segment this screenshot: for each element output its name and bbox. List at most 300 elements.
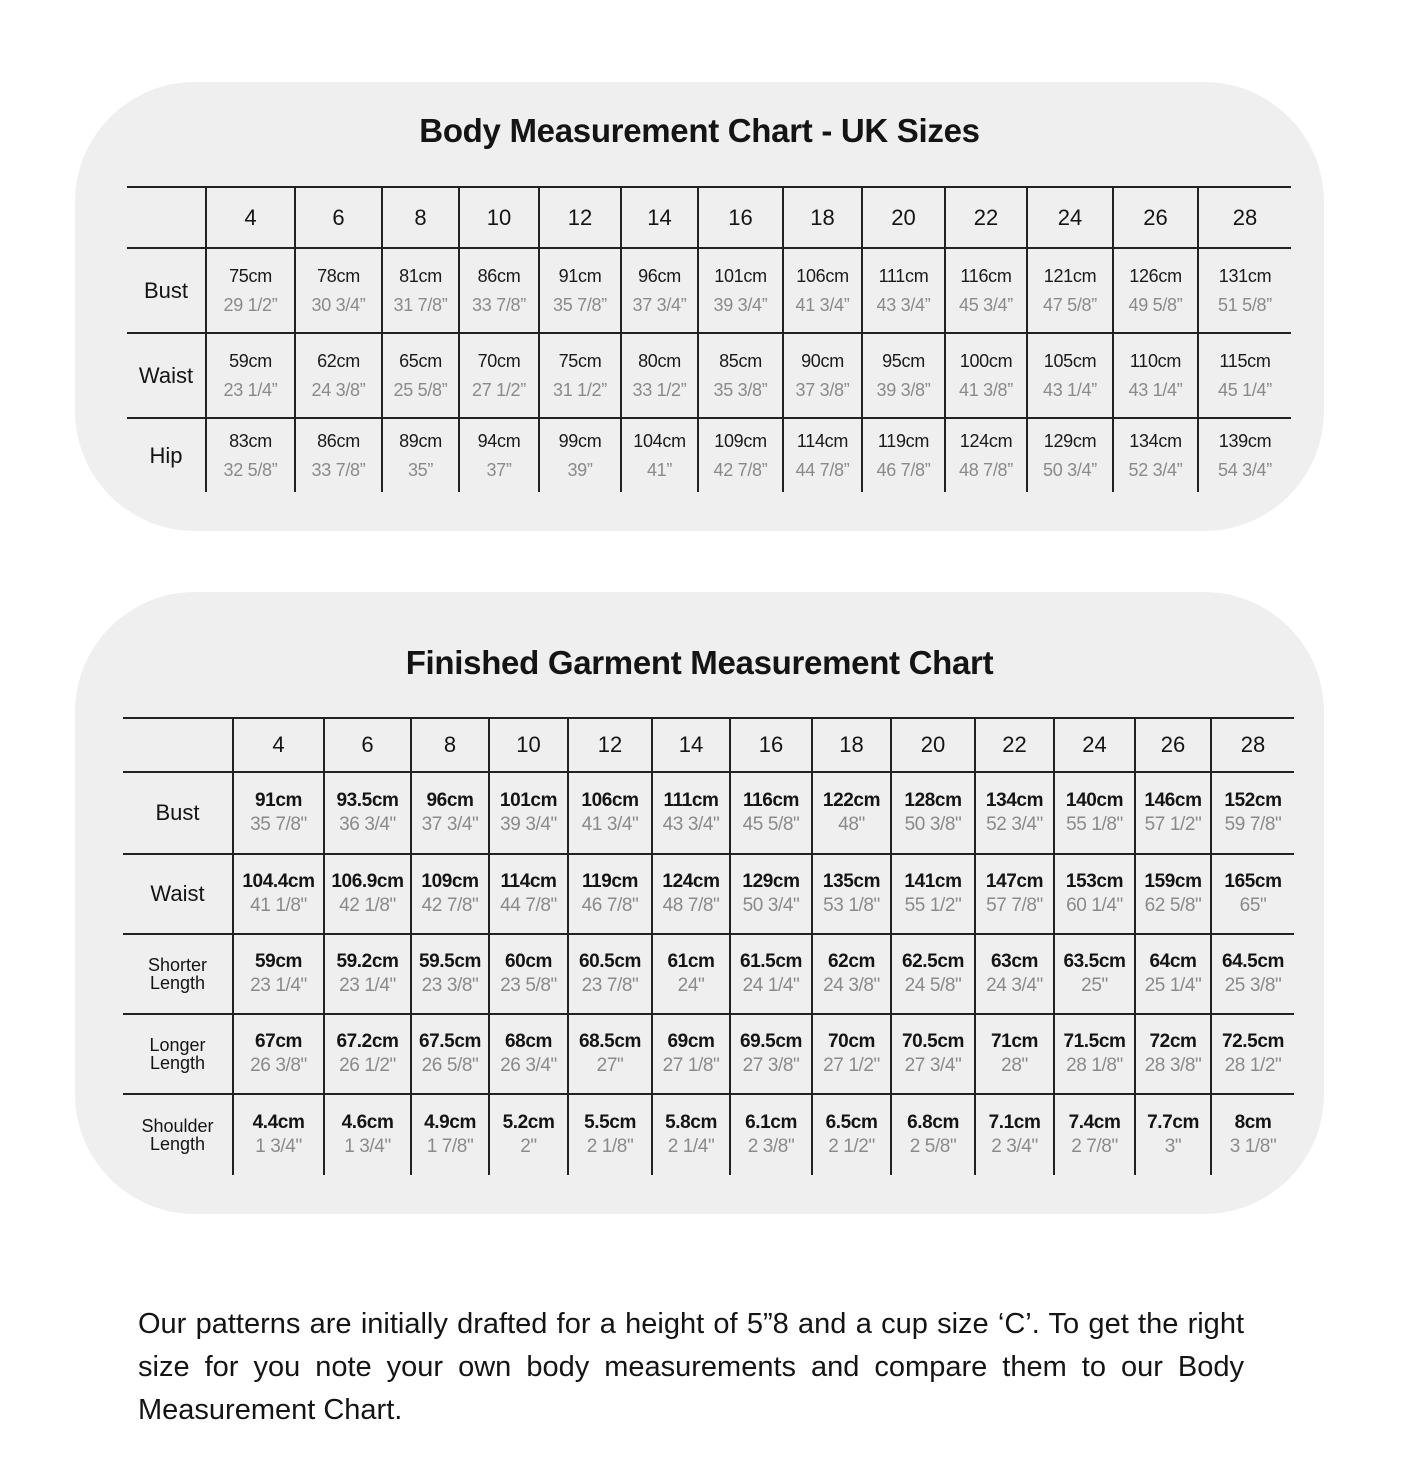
- inch-value: 24 3/8”: [311, 379, 366, 400]
- measurement-cell: [489, 934, 568, 1014]
- measurement-cell: [975, 1094, 1054, 1175]
- inch-value: 2 1/2": [828, 1136, 875, 1157]
- measurement-cell: [324, 1094, 411, 1175]
- corner-cell: [127, 187, 206, 248]
- inch-value: 29 1/2”: [223, 294, 278, 315]
- cm-value: 8cm: [1234, 1112, 1272, 1134]
- cm-value: 62cm: [317, 351, 360, 371]
- inch-value: 24 3/4": [986, 975, 1043, 996]
- cm-value: 59.2cm: [336, 951, 399, 973]
- measurement-cell: [1211, 934, 1294, 1014]
- cm-value: 135cm: [822, 871, 881, 893]
- row-label: Hip: [127, 418, 206, 492]
- inch-value: 23 1/4”: [223, 379, 278, 400]
- measurement-cell: [233, 1014, 324, 1094]
- inch-value: 39 3/4": [500, 814, 557, 835]
- inch-value: 50 3/4”: [1043, 459, 1097, 480]
- measurement-cell: [945, 333, 1027, 418]
- cm-value: 153cm: [1065, 871, 1124, 893]
- measurement-cell: [568, 1094, 652, 1175]
- inch-value: 42 7/8": [421, 895, 479, 916]
- inch-value: 23 1/4": [339, 975, 396, 996]
- cm-value: 60cm: [505, 951, 552, 973]
- measurement-cell: [295, 418, 382, 492]
- inch-value: 25 3/8": [1224, 975, 1282, 996]
- inch-value: 54 3/4”: [1218, 459, 1272, 480]
- inch-value: 35 7/8": [250, 814, 307, 835]
- inch-value: 2 1/4": [667, 1136, 715, 1157]
- inch-value: 27 3/4": [904, 1055, 962, 1076]
- size-header: 16: [698, 187, 783, 248]
- cm-value: 93.5cm: [336, 790, 399, 812]
- cm-value: 67cm: [255, 1031, 302, 1053]
- cm-value: 109cm: [421, 871, 479, 893]
- row-label: Waist: [127, 333, 206, 418]
- inch-value: 2 7/8": [1071, 1136, 1118, 1157]
- inch-value: 2 3/4": [991, 1136, 1038, 1157]
- measurement-cell: [382, 248, 459, 333]
- inch-value: 45 1/4”: [1218, 379, 1272, 400]
- size-header: 14: [621, 187, 698, 248]
- measurement-cell: [459, 418, 539, 492]
- measurement-cell: [812, 1014, 891, 1094]
- cm-value: 95cm: [882, 351, 925, 371]
- measurement-cell: [489, 1014, 568, 1094]
- size-header: 22: [975, 718, 1054, 772]
- measurement-cell: [891, 1014, 975, 1094]
- cm-value: 62.5cm: [901, 951, 965, 973]
- inch-value: 50 3/8": [904, 814, 962, 835]
- inch-value: 43 3/4": [662, 814, 720, 835]
- measurement-cell: [233, 854, 324, 934]
- inch-value: 42 1/8": [339, 895, 396, 916]
- measurement-cell: [1198, 333, 1291, 418]
- cm-value: 90cm: [801, 351, 844, 371]
- cm-value: 83cm: [229, 431, 272, 451]
- inch-value: 26 3/4": [500, 1055, 557, 1076]
- measurement-cell: [568, 854, 652, 934]
- table-row: [123, 1094, 1294, 1175]
- inch-value: 33 7/8”: [472, 294, 526, 315]
- measurement-cell: [862, 418, 945, 492]
- measurement-cell: [652, 772, 730, 854]
- cm-value: 75cm: [558, 351, 602, 371]
- inch-value: 43 1/4”: [1128, 379, 1183, 400]
- inch-value: 39 3/8”: [876, 379, 931, 400]
- measurement-cell: [1113, 418, 1198, 492]
- measurement-cell: [891, 1094, 975, 1175]
- cm-value: 63.5cm: [1063, 951, 1126, 973]
- inch-value: 62 5/8": [1144, 895, 1202, 916]
- cm-value: 69cm: [667, 1031, 715, 1053]
- measurement-cell: [945, 248, 1027, 333]
- measurement-cell: [295, 333, 382, 418]
- cm-value: 7.1cm: [988, 1112, 1041, 1134]
- inch-value: 39 3/4”: [713, 294, 768, 315]
- measurement-cell: [233, 1094, 324, 1175]
- inch-value: 1 3/4": [255, 1136, 302, 1157]
- cm-value: 99cm: [558, 431, 602, 451]
- inch-value: 52 3/4”: [1128, 459, 1183, 480]
- inch-value: 26 3/8": [250, 1055, 307, 1076]
- size-header: 16: [730, 718, 812, 772]
- size-header: 4: [206, 187, 295, 248]
- cm-value: 129cm: [1043, 431, 1097, 451]
- inch-value: 37”: [486, 459, 512, 480]
- cm-value: 128cm: [904, 790, 962, 812]
- cm-value: 86cm: [317, 431, 360, 451]
- measurement-cell: [324, 1014, 411, 1094]
- cm-value: 62cm: [828, 951, 875, 973]
- measurement-cell: [489, 772, 568, 854]
- size-header: 20: [862, 187, 945, 248]
- size-header-row: [127, 187, 1291, 248]
- measurement-cell: [891, 934, 975, 1014]
- table-row: [123, 934, 1294, 1014]
- measurement-cell: [206, 418, 295, 492]
- measurement-cell: [1135, 1094, 1211, 1175]
- inch-value: 25": [1081, 975, 1108, 996]
- measurement-cell: [783, 418, 862, 492]
- inch-value: 39”: [567, 459, 593, 480]
- cm-value: 146cm: [1144, 790, 1202, 812]
- cm-value: 6.5cm: [825, 1112, 878, 1134]
- table-row: [123, 854, 1294, 934]
- inch-value: 45 3/4”: [959, 294, 1013, 315]
- inch-value: 57 1/2": [1144, 814, 1202, 835]
- cm-value: 78cm: [317, 266, 360, 286]
- inch-value: 36 3/4": [339, 814, 396, 835]
- inch-value: 23 7/8": [581, 975, 639, 996]
- cm-value: 64cm: [1149, 951, 1197, 973]
- measurement-cell: [411, 854, 489, 934]
- cm-value: 85cm: [719, 351, 762, 371]
- row-label: Shorter Length: [123, 934, 233, 1014]
- measurement-cell: [1054, 1014, 1135, 1094]
- cm-value: 63cm: [991, 951, 1038, 973]
- cm-value: 114cm: [500, 871, 557, 893]
- cm-value: 106.9cm: [331, 871, 404, 893]
- inch-value: 23 5/8": [500, 975, 557, 996]
- inch-value: 24": [677, 975, 705, 996]
- inch-value: 24 1/4": [742, 975, 800, 996]
- measurement-cell: [652, 1094, 730, 1175]
- cm-value: 72cm: [1149, 1031, 1197, 1053]
- cm-value: 71cm: [991, 1031, 1038, 1053]
- cm-value: 109cm: [714, 431, 767, 451]
- size-header: 8: [382, 187, 459, 248]
- inch-value: 52 3/4": [986, 814, 1043, 835]
- cm-value: 101cm: [499, 790, 558, 812]
- cm-value: 71.5cm: [1063, 1031, 1126, 1053]
- measurement-cell: [862, 248, 945, 333]
- cm-value: 119cm: [581, 871, 639, 893]
- measurement-cell: [1135, 934, 1211, 1014]
- size-header: 14: [652, 718, 730, 772]
- measurement-cell: [812, 772, 891, 854]
- measurement-cell: [324, 934, 411, 1014]
- cm-value: 100cm: [959, 351, 1013, 371]
- measurement-cell: [568, 1014, 652, 1094]
- cm-value: 7.7cm: [1147, 1112, 1199, 1134]
- inch-value: 32 5/8”: [223, 459, 278, 480]
- inch-value: 27": [596, 1055, 624, 1076]
- measurement-cell: [568, 934, 652, 1014]
- measurement-cell: [459, 333, 539, 418]
- cm-value: 110cm: [1129, 351, 1182, 371]
- measurement-cell: [730, 772, 812, 854]
- measurement-cell: [783, 333, 862, 418]
- cm-value: 114cm: [796, 431, 849, 451]
- measurement-cell: [652, 934, 730, 1014]
- measurement-cell: [568, 772, 652, 854]
- cm-value: 7.4cm: [1068, 1112, 1121, 1134]
- cm-value: 140cm: [1065, 790, 1124, 812]
- cm-value: 96cm: [426, 790, 474, 812]
- cm-value: 70cm: [477, 351, 521, 371]
- measurement-cell: [459, 248, 539, 333]
- inch-value: 28 1/8": [1066, 1055, 1123, 1076]
- measurement-cell: [324, 854, 411, 934]
- size-header: 10: [459, 187, 539, 248]
- measurement-cell: [730, 1094, 812, 1175]
- row-label: Waist: [123, 854, 233, 934]
- cm-value: 122cm: [822, 790, 881, 812]
- inch-value: 37 3/8”: [795, 379, 850, 400]
- size-header: 10: [489, 718, 568, 772]
- measurement-cell: [382, 418, 459, 492]
- measurement-cell: [1198, 418, 1291, 492]
- cm-value: 165cm: [1224, 871, 1282, 893]
- table-row: [127, 333, 1291, 418]
- table-row: [123, 772, 1294, 854]
- inch-value: 44 7/8”: [795, 459, 850, 480]
- inch-value: 1 7/8": [426, 1136, 474, 1157]
- inch-value: 51 5/8”: [1218, 294, 1272, 315]
- inch-value: 48 7/8”: [959, 459, 1013, 480]
- measurement-cell: [1135, 1014, 1211, 1094]
- inch-value: 41 1/8": [250, 895, 307, 916]
- inch-value: 50 3/4": [742, 895, 800, 916]
- measurement-cell: [324, 772, 411, 854]
- size-header: 28: [1211, 718, 1294, 772]
- inch-value: 48 7/8": [662, 895, 720, 916]
- cm-value: 106cm: [796, 266, 849, 286]
- inch-value: 3 1/8": [1229, 1136, 1277, 1157]
- inch-value: 41 3/4”: [795, 294, 850, 315]
- cm-value: 111cm: [878, 266, 929, 286]
- inch-value: 53 1/8": [823, 895, 880, 916]
- cm-value: 152cm: [1224, 790, 1282, 812]
- table-row: [127, 418, 1291, 492]
- cm-value: 101cm: [714, 266, 767, 286]
- garment-measurement-panel: [75, 592, 1324, 1214]
- inch-value: 37 3/4": [421, 814, 479, 835]
- cm-value: 116cm: [960, 266, 1012, 286]
- inch-value: 23 3/8": [421, 975, 479, 996]
- cm-value: 68cm: [505, 1031, 552, 1053]
- cm-value: 5.2cm: [502, 1112, 555, 1134]
- inch-value: 35 3/8”: [713, 379, 768, 400]
- cm-value: 129cm: [742, 871, 800, 893]
- inch-value: 41 3/8”: [959, 379, 1013, 400]
- inch-value: 43 3/4”: [876, 294, 931, 315]
- measurement-cell: [489, 854, 568, 934]
- inch-value: 46 7/8": [581, 895, 639, 916]
- size-header: 8: [411, 718, 489, 772]
- inch-value: 33 1/2”: [632, 379, 687, 400]
- measurement-cell: [891, 772, 975, 854]
- inch-value: 30 3/4”: [311, 294, 366, 315]
- cm-value: 68.5cm: [578, 1031, 642, 1053]
- cm-value: 4.4cm: [252, 1112, 305, 1134]
- inch-value: 27 1/2”: [472, 379, 526, 400]
- inch-value: 46 7/8”: [876, 459, 931, 480]
- cm-value: 159cm: [1144, 871, 1202, 893]
- measurement-cell: [1054, 934, 1135, 1014]
- inch-value: 55 1/2": [904, 895, 962, 916]
- row-label: Shoulder Length: [123, 1094, 233, 1175]
- inch-value: 2 1/8": [586, 1136, 634, 1157]
- measurement-cell: [539, 418, 621, 492]
- inch-value: 26 1/2": [339, 1055, 396, 1076]
- measurement-cell: [1135, 854, 1211, 934]
- measurement-cell: [975, 854, 1054, 934]
- inch-value: 2": [520, 1136, 537, 1157]
- inch-value: 45 5/8": [742, 814, 800, 835]
- cm-value: 67.5cm: [418, 1031, 482, 1053]
- inch-value: 23 1/4": [250, 975, 307, 996]
- measurement-cell: [783, 248, 862, 333]
- cm-value: 131cm: [1218, 266, 1272, 286]
- cm-value: 4.9cm: [424, 1112, 476, 1134]
- measurement-cell: [621, 418, 698, 492]
- measurement-cell: [730, 854, 812, 934]
- cm-value: 75cm: [229, 266, 272, 286]
- table-row: [123, 1014, 1294, 1094]
- measurement-cell: [1027, 333, 1113, 418]
- cm-value: 61cm: [667, 951, 715, 973]
- measurement-cell: [411, 934, 489, 1014]
- body-chart-title: Body Measurement Chart - UK Sizes: [419, 112, 980, 149]
- cm-value: 147cm: [985, 871, 1044, 893]
- measurement-cell: [1211, 1094, 1294, 1175]
- size-header: 24: [1054, 718, 1135, 772]
- cm-value: 89cm: [399, 431, 442, 451]
- measurement-cell: [233, 934, 324, 1014]
- inch-value: 2 3/8": [747, 1136, 795, 1157]
- inch-value: 24 3/8": [823, 975, 880, 996]
- measurement-cell: [411, 772, 489, 854]
- inch-value: 26 5/8": [421, 1055, 479, 1076]
- inch-value: 27 1/8": [662, 1055, 720, 1076]
- inch-value: 43 1/4”: [1043, 379, 1097, 400]
- cm-value: 61.5cm: [739, 951, 803, 973]
- inch-value: 28 3/8": [1144, 1055, 1202, 1076]
- measurement-cell: [975, 1014, 1054, 1094]
- measurement-cell: [652, 854, 730, 934]
- measurement-cell: [698, 418, 783, 492]
- inch-value: 31 7/8”: [393, 294, 448, 315]
- inch-value: 2 5/8": [909, 1136, 957, 1157]
- inch-value: 65": [1239, 895, 1267, 916]
- measurement-cell: [539, 248, 621, 333]
- cm-value: 124cm: [662, 871, 720, 893]
- measurement-cell: [206, 248, 295, 333]
- measurement-cell: [1113, 248, 1198, 333]
- cm-value: 106cm: [581, 790, 639, 812]
- measurement-cell: [812, 854, 891, 934]
- inch-value: 28 1/2": [1224, 1055, 1282, 1076]
- cm-value: 64.5cm: [1221, 951, 1285, 973]
- cm-value: 134cm: [985, 790, 1044, 812]
- size-header: 28: [1198, 187, 1291, 248]
- inch-value: 55 1/8": [1066, 814, 1123, 835]
- row-label: Bust: [127, 248, 206, 333]
- cm-value: 72.5cm: [1221, 1031, 1285, 1053]
- measurement-cell: [1135, 772, 1211, 854]
- cm-value: 5.5cm: [584, 1112, 636, 1134]
- inch-value: 57 7/8": [986, 895, 1043, 916]
- cm-value: 116cm: [742, 790, 800, 812]
- cm-value: 67.2cm: [336, 1031, 399, 1053]
- inch-value: 49 5/8”: [1128, 294, 1183, 315]
- cm-value: 86cm: [477, 266, 521, 286]
- cm-value: 70.5cm: [901, 1031, 965, 1053]
- inch-value: 33 7/8”: [311, 459, 366, 480]
- measurement-cell: [975, 934, 1054, 1014]
- measurement-cell: [730, 1014, 812, 1094]
- inch-value: 48": [838, 814, 865, 835]
- inch-value: 44 7/8": [500, 895, 557, 916]
- inch-value: 41”: [646, 459, 673, 480]
- cm-value: 69.5cm: [739, 1031, 803, 1053]
- cm-value: 4.6cm: [341, 1112, 394, 1134]
- cm-value: 81cm: [399, 266, 442, 286]
- measurement-cell: [945, 418, 1027, 492]
- size-header: 12: [539, 187, 621, 248]
- cm-value: 80cm: [638, 351, 681, 371]
- size-header: 12: [568, 718, 652, 772]
- inch-value: 47 5/8”: [1043, 294, 1097, 315]
- corner-cell: [123, 718, 233, 772]
- cm-value: 124cm: [959, 431, 1013, 451]
- measurement-cell: [1054, 772, 1135, 854]
- cm-value: 91cm: [558, 266, 602, 286]
- inch-value: 41 3/4": [581, 814, 639, 835]
- size-header: 6: [295, 187, 382, 248]
- cm-value: 104.4cm: [242, 871, 315, 893]
- row-label: Bust: [123, 772, 233, 854]
- measurement-cell: [698, 333, 783, 418]
- cm-value: 105cm: [1043, 351, 1097, 371]
- measurement-cell: [862, 333, 945, 418]
- inch-value: 42 7/8”: [713, 459, 768, 480]
- measurement-cell: [411, 1094, 489, 1175]
- cm-value: 91cm: [255, 790, 302, 812]
- measurement-cell: [698, 248, 783, 333]
- cm-value: 126cm: [1129, 266, 1182, 286]
- inch-value: 37 3/4”: [632, 294, 687, 315]
- body-measurement-table: [127, 186, 1291, 492]
- size-header: 6: [324, 718, 411, 772]
- cm-value: 134cm: [1129, 431, 1182, 451]
- measurement-cell: [621, 248, 698, 333]
- inch-value: 35”: [407, 459, 434, 480]
- size-header-row: [123, 718, 1294, 772]
- cm-value: 6.8cm: [907, 1112, 959, 1134]
- size-header: 18: [812, 718, 891, 772]
